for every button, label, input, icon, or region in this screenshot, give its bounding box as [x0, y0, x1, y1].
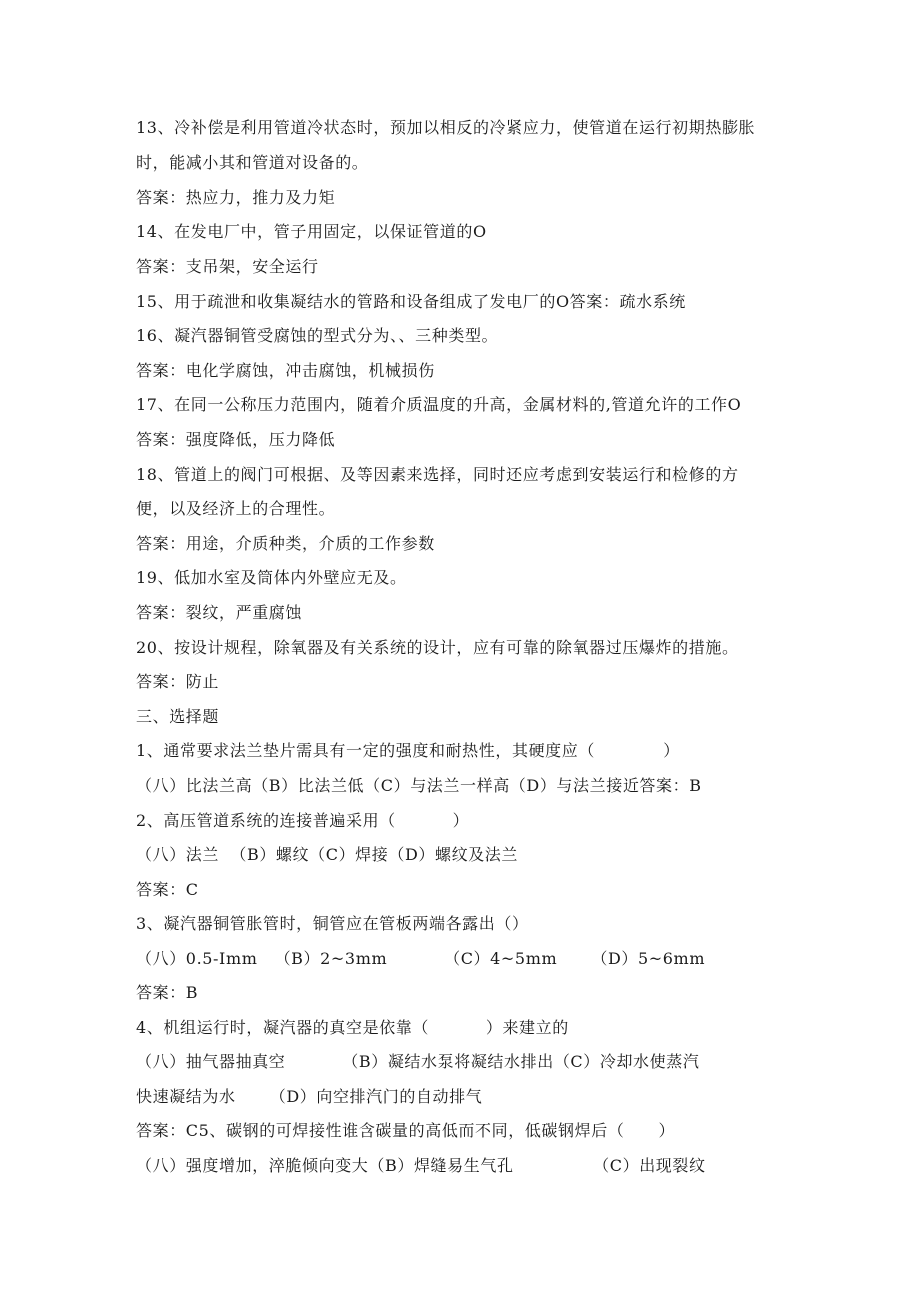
choice-3-answer: 答案：B — [136, 983, 199, 1002]
answer-20: 答案：防止 — [136, 672, 220, 691]
answer-16: 答案：电化学腐蚀，冲击腐蚀，机械损伤 — [136, 361, 435, 380]
choice-4-options-line-1: （八）抽气器抽真空 （B）凝结水泵将凝结水排出（C）冷却水使蒸汽 — [136, 1052, 700, 1071]
choice-1-options: （八）比法兰高（B）比法兰低（C）与法兰一样高（D）与法兰接近答案：B — [136, 776, 702, 795]
question-19: 19、低加水室及筒体内外壁应无及。 — [136, 568, 407, 587]
question-13-line-1: 13、冷补偿是利用管道冷状态时，预加以相反的冷紧应力，使管道在运行初期热膨胀 — [136, 118, 756, 137]
question-14: 14、在发电厂中，管子用固定，以保证管道的O — [136, 222, 487, 241]
choice-3-question: 3、凝汽器铜管胀管时，铜管应在管板两端各露出（） — [136, 914, 529, 933]
question-16: 16、凝汽器铜管受腐蚀的型式分为、、三种类型。 — [136, 326, 499, 345]
choice-1-question: 1、通常要求法兰垫片需具有一定的强度和耐热性，其硬度应（ ） — [136, 741, 680, 760]
choice-5-options: （八）强度增加，淬脆倾向变大（B）焊缝易生气孔 （C）出现裂纹 — [136, 1156, 706, 1175]
answer-13: 答案：热应力，推力及力矩 — [136, 188, 336, 207]
answer-17: 答案：强度降低，压力降低 — [136, 430, 336, 449]
choice-4-answer-and-question-5: 答案：C5、碳钢的可焊接性谁含碳量的高低而不同，低碳钢焊后（ ） — [136, 1121, 676, 1140]
choice-2-options: （八）法兰 （B）螺纹（C）焊接（D）螺纹及法兰 — [136, 845, 519, 864]
choice-3-options: （八）0.5-Imm （B）2~3mm （C）4~5mm （D）5~6mm — [136, 949, 706, 968]
question-20: 20、按设计规程，除氧器及有关系统的设计，应有可靠的除氧器过压爆炸的措施。 — [136, 638, 739, 657]
question-17: 17、在同一公称压力范围内，随着介质温度的升高，金属材料的,管道允许的工作O — [136, 395, 742, 414]
answer-14: 答案：支吊架，安全运行 — [136, 257, 319, 276]
choice-2-answer: 答案：C — [136, 880, 199, 899]
section-heading-choice: 三、选择题 — [136, 707, 220, 726]
question-18-line-1: 18、管道上的阀门可根据、及等因素来选择，同时还应考虑到安装运行和检修的方 — [136, 465, 739, 484]
answer-18: 答案：用途，介质种类，介质的工作参数 — [136, 534, 435, 553]
choice-2-question: 2、高压管道系统的连接普遍采用（ ） — [136, 811, 470, 830]
choice-4-options-line-2: 快速凝结为水 （D）向空排汽门的自动排气 — [136, 1087, 483, 1106]
answer-19: 答案：裂纹，严重腐蚀 — [136, 603, 303, 622]
question-13-line-2: 时，能减小其和管道对设备的。 — [136, 153, 369, 172]
choice-4-question: 4、机组运行时，凝汽器的真空是依靠（ ）来建立的 — [136, 1018, 569, 1037]
question-15-with-answer: 15、用于疏泄和收集凝结水的管路和设备组成了发电厂的O答案：疏水系统 — [136, 292, 686, 311]
question-18-line-2: 便，以及经济上的合理性。 — [136, 499, 336, 518]
